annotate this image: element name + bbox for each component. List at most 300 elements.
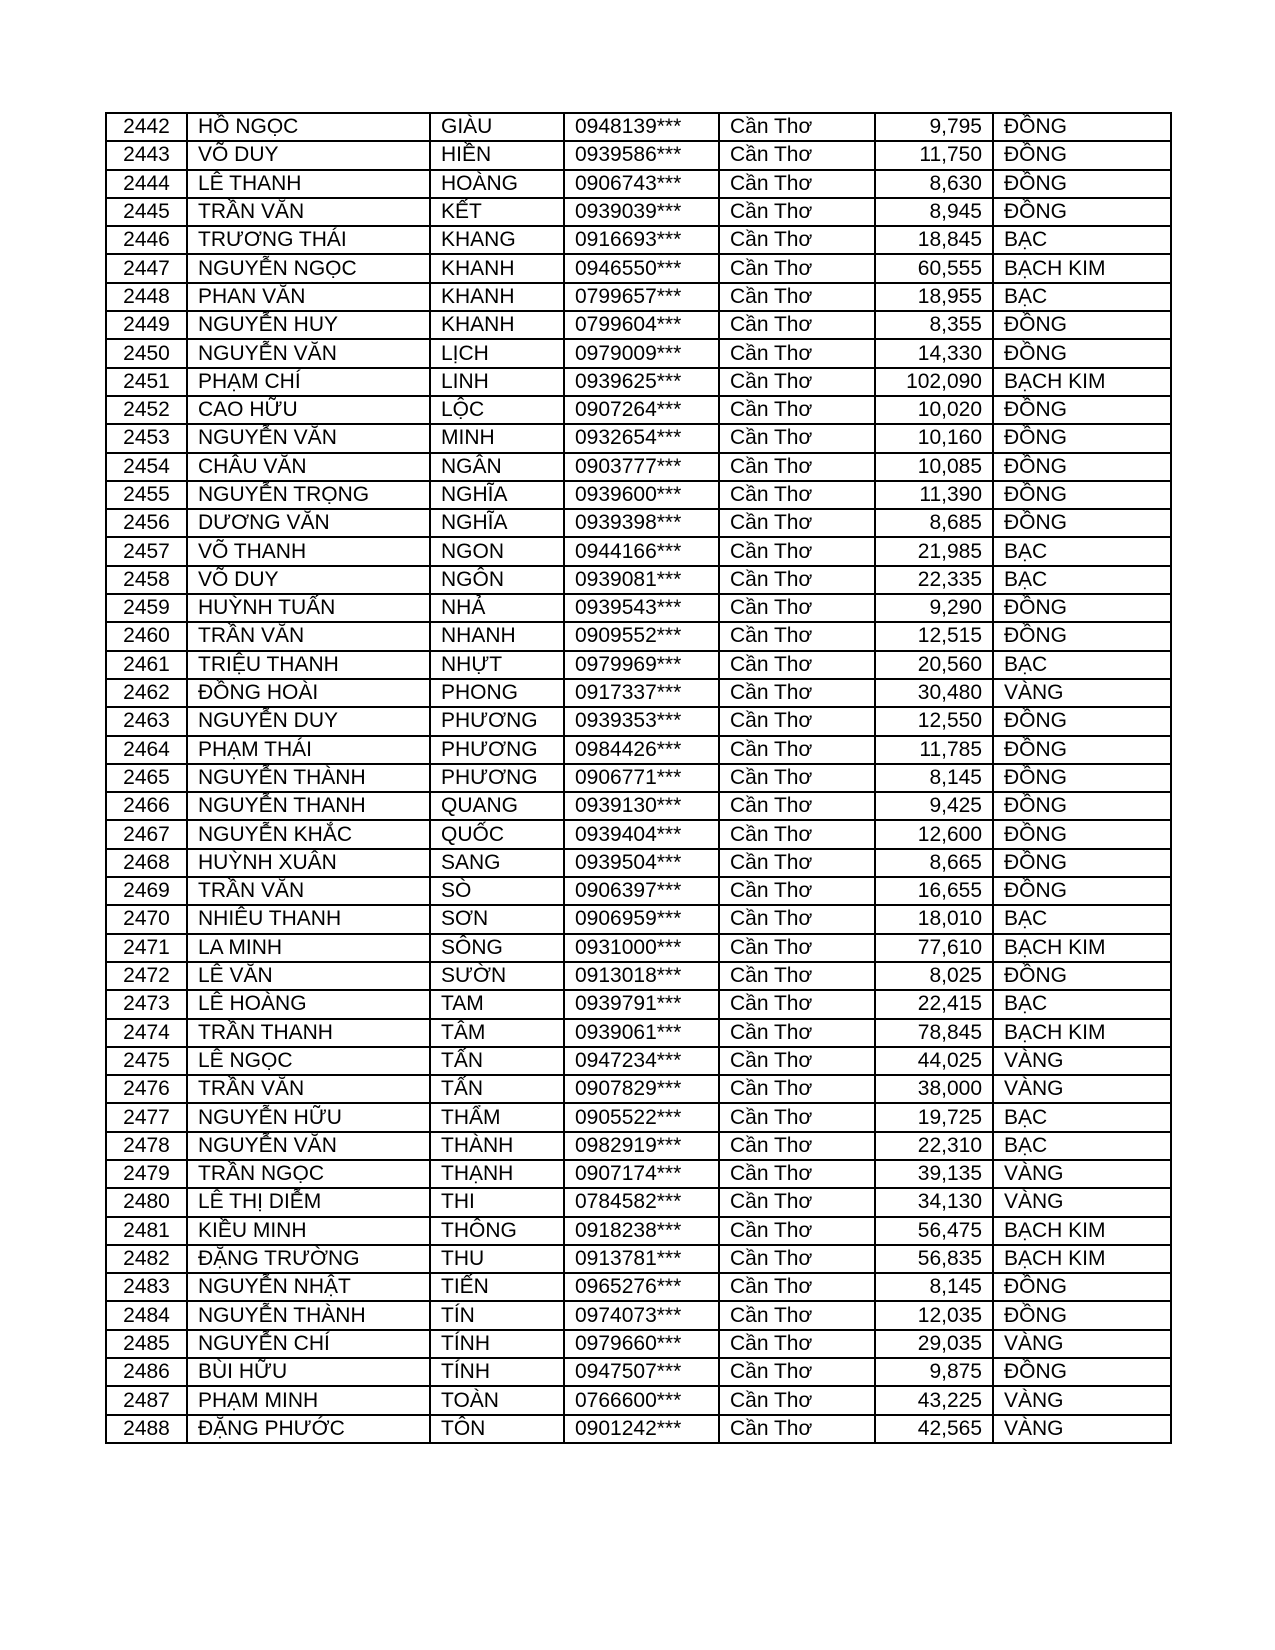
row-number-cell: 2446 [106,226,187,254]
given-name-cell: KHANH [430,311,564,339]
tier-cell: ĐỒNG [993,792,1171,820]
table-row [106,905,1171,933]
tier-cell: BẠCH KIM [993,1217,1171,1245]
phone-cell: 0939398*** [564,509,719,537]
points-cell: 42,565 [875,1415,993,1443]
surname-cell: KIỀU MINH [187,1217,430,1245]
row-number-cell: 2469 [106,877,187,905]
city-cell: Cần Thơ [719,1415,875,1443]
tier-cell: ĐỒNG [993,849,1171,877]
row-number-cell: 2449 [106,311,187,339]
phone-cell: 0939600*** [564,481,719,509]
surname-cell: PHẠM THÁI [187,736,430,764]
city-cell: Cần Thơ [719,1301,875,1329]
row-number-cell: 2473 [106,990,187,1018]
surname-cell: VÕ THANH [187,537,430,565]
given-name-cell: THÀNH [430,1132,564,1160]
row-number-cell: 2462 [106,679,187,707]
surname-cell: TRẦN VĂN [187,198,430,226]
phone-cell: 0907264*** [564,396,719,424]
city-cell: Cần Thơ [719,622,875,650]
row-number-cell: 2461 [106,651,187,679]
city-cell: Cần Thơ [719,764,875,792]
table-row [106,1386,1171,1414]
row-number-cell: 2455 [106,481,187,509]
city-cell: Cần Thơ [719,1217,875,1245]
phone-cell: 0965276*** [564,1273,719,1301]
row-number-cell: 2479 [106,1160,187,1188]
surname-cell: NHIÊU THANH [187,905,430,933]
surname-cell: CHÂU VĂN [187,453,430,481]
phone-cell: 0907829*** [564,1075,719,1103]
table-row [106,254,1171,282]
city-cell: Cần Thơ [719,141,875,169]
phone-cell: 0906959*** [564,905,719,933]
tier-cell: BẠCH KIM [993,1019,1171,1047]
row-number-cell: 2460 [106,622,187,650]
phone-cell: 0939353*** [564,707,719,735]
given-name-cell: SÒ [430,877,564,905]
table-row [106,368,1171,396]
table-row [106,537,1171,565]
given-name-cell: THẨM [430,1103,564,1131]
surname-cell: TRẦN VĂN [187,1075,430,1103]
surname-cell: NGUYỄN VĂN [187,1132,430,1160]
phone-cell: 0932654*** [564,424,719,452]
table-row [106,198,1171,226]
given-name-cell: QUANG [430,792,564,820]
tier-cell: VÀNG [993,1160,1171,1188]
city-cell: Cần Thơ [719,396,875,424]
table-row [106,707,1171,735]
surname-cell: NGUYỄN HỮU [187,1103,430,1131]
city-cell: Cần Thơ [719,1075,875,1103]
row-number-cell: 2444 [106,170,187,198]
row-number-cell: 2480 [106,1188,187,1216]
row-number-cell: 2467 [106,820,187,848]
city-cell: Cần Thơ [719,651,875,679]
points-cell: 8,945 [875,198,993,226]
points-cell: 8,025 [875,962,993,990]
surname-cell: NGUYỄN THÀNH [187,764,430,792]
tier-cell: BẠC [993,537,1171,565]
city-cell: Cần Thơ [719,170,875,198]
points-cell: 16,655 [875,877,993,905]
city-cell: Cần Thơ [719,792,875,820]
city-cell: Cần Thơ [719,877,875,905]
phone-cell: 0799604*** [564,311,719,339]
row-number-cell: 2478 [106,1132,187,1160]
given-name-cell: TÍN [430,1301,564,1329]
given-name-cell: NGHĨA [430,481,564,509]
city-cell: Cần Thơ [719,1273,875,1301]
surname-cell: HUỲNH XUÂN [187,849,430,877]
phone-cell: 0944166*** [564,537,719,565]
row-number-cell: 2452 [106,396,187,424]
row-number-cell: 2450 [106,339,187,367]
tier-cell: ĐỒNG [993,707,1171,735]
city-cell: Cần Thơ [719,1103,875,1131]
phone-cell: 0913018*** [564,962,719,990]
given-name-cell: TAM [430,990,564,1018]
points-cell: 56,835 [875,1245,993,1273]
given-name-cell: TẤN [430,1075,564,1103]
table-row [106,113,1171,141]
points-cell: 78,845 [875,1019,993,1047]
points-cell: 11,785 [875,736,993,764]
phone-cell: 0939039*** [564,198,719,226]
surname-cell: TRẦN NGỌC [187,1160,430,1188]
row-number-cell: 2485 [106,1330,187,1358]
points-cell: 12,550 [875,707,993,735]
phone-cell: 0939061*** [564,1019,719,1047]
tier-cell: BẠC [993,1132,1171,1160]
row-number-cell: 2458 [106,566,187,594]
surname-cell: BÙI HỮU [187,1358,430,1386]
surname-cell: NGUYỄN HUY [187,311,430,339]
table-row [106,764,1171,792]
given-name-cell: THU [430,1245,564,1273]
surname-cell: NGUYỄN NHẬT [187,1273,430,1301]
points-cell: 22,310 [875,1132,993,1160]
row-number-cell: 2477 [106,1103,187,1131]
city-cell: Cần Thơ [719,1358,875,1386]
table-row [106,792,1171,820]
points-cell: 8,685 [875,509,993,537]
given-name-cell: PHONG [430,679,564,707]
surname-cell: CAO HỮU [187,396,430,424]
tier-cell: ĐỒNG [993,453,1171,481]
phone-cell: 0784582*** [564,1188,719,1216]
phone-cell: 0939543*** [564,594,719,622]
points-cell: 56,475 [875,1217,993,1245]
phone-cell: 0947507*** [564,1358,719,1386]
table-row [106,509,1171,537]
phone-cell: 0906771*** [564,764,719,792]
tier-cell: VÀNG [993,1075,1171,1103]
city-cell: Cần Thơ [719,424,875,452]
row-number-cell: 2448 [106,283,187,311]
given-name-cell: KẾT [430,198,564,226]
tier-cell: VÀNG [993,1415,1171,1443]
phone-cell: 0913781*** [564,1245,719,1273]
tier-cell: BẠCH KIM [993,368,1171,396]
given-name-cell: LỊCH [430,339,564,367]
table-row [106,1019,1171,1047]
city-cell: Cần Thơ [719,1047,875,1075]
surname-cell: ĐẶNG PHƯỚC [187,1415,430,1443]
points-cell: 60,555 [875,254,993,282]
phone-cell: 0909552*** [564,622,719,650]
surname-cell: TRẦN VĂN [187,877,430,905]
points-cell: 18,010 [875,905,993,933]
surname-cell: HUỲNH TUẤN [187,594,430,622]
phone-cell: 0939081*** [564,566,719,594]
tier-cell: VÀNG [993,1047,1171,1075]
row-number-cell: 2470 [106,905,187,933]
row-number-cell: 2483 [106,1273,187,1301]
row-number-cell: 2472 [106,962,187,990]
table-row [106,170,1171,198]
points-cell: 34,130 [875,1188,993,1216]
row-number-cell: 2475 [106,1047,187,1075]
phone-cell: 0946550*** [564,254,719,282]
surname-cell: HỒ NGỌC [187,113,430,141]
phone-cell: 0939504*** [564,849,719,877]
row-number-cell: 2453 [106,424,187,452]
surname-cell: DƯƠNG VĂN [187,509,430,537]
table-row [106,1160,1171,1188]
city-cell: Cần Thơ [719,1188,875,1216]
phone-cell: 0766600*** [564,1386,719,1414]
tier-cell: BẠC [993,226,1171,254]
given-name-cell: NHANH [430,622,564,650]
tier-cell: VÀNG [993,1188,1171,1216]
surname-cell: NGUYỄN NGỌC [187,254,430,282]
given-name-cell: KHANH [430,254,564,282]
tier-cell: ĐỒNG [993,962,1171,990]
city-cell: Cần Thơ [719,934,875,962]
surname-cell: VÕ DUY [187,141,430,169]
given-name-cell: SƯỜN [430,962,564,990]
table-row [106,1245,1171,1273]
city-cell: Cần Thơ [719,1330,875,1358]
surname-cell: NGUYỄN VĂN [187,424,430,452]
tier-cell: ĐỒNG [993,509,1171,537]
table-row [106,594,1171,622]
table-row [106,283,1171,311]
table-row [106,1415,1171,1443]
city-cell: Cần Thơ [719,679,875,707]
points-cell: 10,085 [875,453,993,481]
city-cell: Cần Thơ [719,481,875,509]
city-cell: Cần Thơ [719,226,875,254]
row-number-cell: 2482 [106,1245,187,1273]
given-name-cell: HOÀNG [430,170,564,198]
given-name-cell: TÍNH [430,1358,564,1386]
row-number-cell: 2488 [106,1415,187,1443]
table-row [106,1132,1171,1160]
phone-cell: 0903777*** [564,453,719,481]
table-row [106,849,1171,877]
phone-cell: 0947234*** [564,1047,719,1075]
row-number-cell: 2484 [106,1301,187,1329]
tier-cell: VÀNG [993,1386,1171,1414]
city-cell: Cần Thơ [719,1160,875,1188]
phone-cell: 0979009*** [564,339,719,367]
phone-cell: 0939404*** [564,820,719,848]
points-cell: 12,515 [875,622,993,650]
points-cell: 20,560 [875,651,993,679]
table-row [106,566,1171,594]
phone-cell: 0906743*** [564,170,719,198]
table-row [106,481,1171,509]
city-cell: Cần Thơ [719,849,875,877]
row-number-cell: 2463 [106,707,187,735]
row-number-cell: 2447 [106,254,187,282]
city-cell: Cần Thơ [719,962,875,990]
table-row [106,877,1171,905]
phone-cell: 0931000*** [564,934,719,962]
phone-cell: 0905522*** [564,1103,719,1131]
tier-cell: BẠC [993,1103,1171,1131]
tier-cell: BẠC [993,905,1171,933]
points-cell: 9,425 [875,792,993,820]
surname-cell: PHẠM MINH [187,1386,430,1414]
points-cell: 18,845 [875,226,993,254]
surname-cell: NGUYỄN THÀNH [187,1301,430,1329]
points-cell: 18,955 [875,283,993,311]
given-name-cell: THI [430,1188,564,1216]
tier-cell: ĐỒNG [993,1358,1171,1386]
given-name-cell: TẤN [430,1047,564,1075]
given-name-cell: THÔNG [430,1217,564,1245]
table-row [106,820,1171,848]
tier-cell: ĐỒNG [993,1273,1171,1301]
given-name-cell: MINH [430,424,564,452]
given-name-cell: NGHĨA [430,509,564,537]
points-cell: 30,480 [875,679,993,707]
points-cell: 10,020 [875,396,993,424]
tier-cell: BẠC [993,651,1171,679]
row-number-cell: 2457 [106,537,187,565]
city-cell: Cần Thơ [719,990,875,1018]
surname-cell: LÊ NGỌC [187,1047,430,1075]
city-cell: Cần Thơ [719,820,875,848]
tier-cell: VÀNG [993,1330,1171,1358]
given-name-cell: PHƯƠNG [430,764,564,792]
row-number-cell: 2481 [106,1217,187,1245]
phone-cell: 0907174*** [564,1160,719,1188]
points-cell: 22,415 [875,990,993,1018]
points-cell: 8,630 [875,170,993,198]
row-number-cell: 2464 [106,736,187,764]
phone-cell: 0799657*** [564,283,719,311]
table-row [106,141,1171,169]
city-cell: Cần Thơ [719,311,875,339]
tier-cell: ĐỒNG [993,339,1171,367]
row-number-cell: 2465 [106,764,187,792]
points-cell: 22,335 [875,566,993,594]
given-name-cell: SÔNG [430,934,564,962]
city-cell: Cần Thơ [719,594,875,622]
points-cell: 29,035 [875,1330,993,1358]
city-cell: Cần Thơ [719,509,875,537]
tier-cell: ĐỒNG [993,877,1171,905]
given-name-cell: TÔN [430,1415,564,1443]
given-name-cell: QUỐC [430,820,564,848]
given-name-cell: PHƯƠNG [430,736,564,764]
phone-cell: 0974073*** [564,1301,719,1329]
phone-cell: 0916693*** [564,226,719,254]
phone-cell: 0901242*** [564,1415,719,1443]
table-row [106,226,1171,254]
phone-cell: 0982919*** [564,1132,719,1160]
tier-cell: ĐỒNG [993,198,1171,226]
given-name-cell: NGÂN [430,453,564,481]
table-row [106,736,1171,764]
given-name-cell: LINH [430,368,564,396]
points-cell: 8,145 [875,764,993,792]
row-number-cell: 2443 [106,141,187,169]
tier-cell: ĐỒNG [993,622,1171,650]
points-cell: 9,795 [875,113,993,141]
table-row [106,1075,1171,1103]
table-row [106,1301,1171,1329]
tier-cell: ĐỒNG [993,396,1171,424]
tier-cell: ĐỒNG [993,170,1171,198]
given-name-cell: KHANG [430,226,564,254]
tier-cell: ĐỒNG [993,1301,1171,1329]
row-number-cell: 2476 [106,1075,187,1103]
city-cell: Cần Thơ [719,707,875,735]
table-row [106,311,1171,339]
row-number-cell: 2474 [106,1019,187,1047]
table-row [106,1103,1171,1131]
given-name-cell: GIÀU [430,113,564,141]
row-number-cell: 2456 [106,509,187,537]
table-row [106,1047,1171,1075]
city-cell: Cần Thơ [719,905,875,933]
phone-cell: 0918238*** [564,1217,719,1245]
points-cell: 11,750 [875,141,993,169]
points-cell: 8,355 [875,311,993,339]
surname-cell: NGUYỄN TRỌNG [187,481,430,509]
table-row [106,622,1171,650]
table-row [106,1188,1171,1216]
tier-cell: ĐỒNG [993,113,1171,141]
surname-cell: LÊ THỊ DIỄM [187,1188,430,1216]
given-name-cell: TÂM [430,1019,564,1047]
phone-cell: 0979969*** [564,651,719,679]
table-row [106,1273,1171,1301]
city-cell: Cần Thơ [719,566,875,594]
row-number-cell: 2451 [106,368,187,396]
points-cell: 43,225 [875,1386,993,1414]
given-name-cell: NHẢ [430,594,564,622]
table-row [106,396,1171,424]
tier-cell: BẠCH KIM [993,254,1171,282]
given-name-cell: SANG [430,849,564,877]
surname-cell: NGUYỄN THANH [187,792,430,820]
tier-cell: ĐỒNG [993,594,1171,622]
surname-cell: TRIỆU THANH [187,651,430,679]
city-cell: Cần Thơ [719,254,875,282]
row-number-cell: 2471 [106,934,187,962]
table-row [106,1217,1171,1245]
given-name-cell: TIẾN [430,1273,564,1301]
points-cell: 12,035 [875,1301,993,1329]
surname-cell: LÊ HOÀNG [187,990,430,1018]
phone-cell: 0939791*** [564,990,719,1018]
points-cell: 8,665 [875,849,993,877]
row-number-cell: 2454 [106,453,187,481]
given-name-cell: NGON [430,537,564,565]
city-cell: Cần Thơ [719,537,875,565]
points-cell: 38,000 [875,1075,993,1103]
tier-cell: ĐỒNG [993,820,1171,848]
surname-cell: ĐỒNG HOÀI [187,679,430,707]
tier-cell: ĐỒNG [993,141,1171,169]
city-cell: Cần Thơ [719,1132,875,1160]
surname-cell: NGUYỄN KHẮC [187,820,430,848]
points-cell: 21,985 [875,537,993,565]
given-name-cell: HIỀN [430,141,564,169]
table-row [106,424,1171,452]
given-name-cell: NGÔN [430,566,564,594]
row-number-cell: 2445 [106,198,187,226]
phone-cell: 0939625*** [564,368,719,396]
